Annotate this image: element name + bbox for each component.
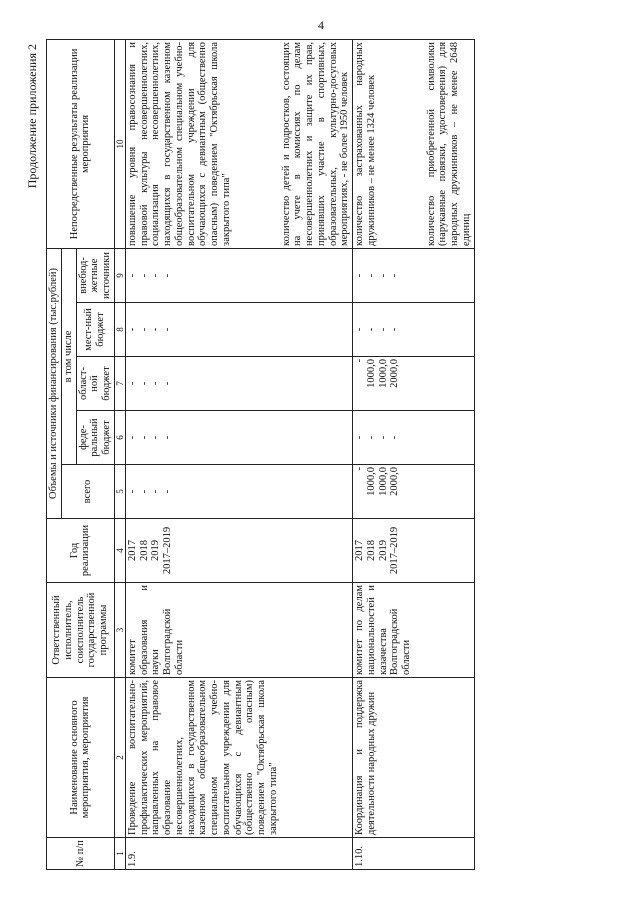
hdr-executor: Ответственный исполнитель, соисполнитель государственной программы bbox=[47, 583, 115, 678]
row-regional: - 1000,0 1000,0 2000,0 bbox=[353, 357, 475, 411]
row-executor: комитет образования и науки Волгоградской области bbox=[125, 583, 352, 678]
hdr-extra: внебюд-жетные источники bbox=[76, 248, 114, 302]
program-table bbox=[46, 39, 475, 870]
col-number: 6 bbox=[114, 411, 125, 465]
col-number: 1 bbox=[114, 838, 125, 870]
col-number: 8 bbox=[114, 303, 125, 357]
result-text: количество детей и подростков, состоящих на учете в комиссиях по делам несовершеннолетних и защите их прав, принявших участие в спортивных, образовательных, культурно-досуговых мероприятиях, - не более 1950 человек bbox=[280, 41, 351, 246]
row-name: Проведение воспитательно-профилактических мероприятий, направленных на правовое образование несовершеннолетних, находящихся в государственном казенном общеобразовательном специальном учебно-воспитательном учреждении для обучающихся с девиантным (общественно опасным) поведением "Октябрьская школа закрытого типа" bbox=[125, 678, 352, 838]
hdr-result: Непосредственные результаты реализации мероприятия bbox=[47, 39, 115, 248]
hdr-name: Наименование основного мероприятия, мероприятия bbox=[47, 678, 115, 838]
row-years: 2017 2018 2019 2017–2019 bbox=[353, 519, 475, 583]
col-number: 9 bbox=[114, 248, 125, 302]
row-local: - - - - bbox=[353, 303, 475, 357]
table-row bbox=[353, 39, 475, 869]
col-number: 4 bbox=[114, 519, 125, 583]
result-text: количество застрахованных народных дружинников – не менее 1324 человек bbox=[354, 41, 377, 246]
rotated-sheet bbox=[20, 40, 620, 870]
row-federal: - - - - bbox=[353, 411, 475, 465]
row-result bbox=[353, 39, 475, 248]
page-number: 4 bbox=[318, 18, 324, 32]
row-extra: - - - - bbox=[125, 248, 352, 302]
hdr-incl: в том числе bbox=[61, 248, 76, 464]
hdr-federal: феде-ральный бюджет bbox=[76, 411, 114, 465]
row-num: 1.10. bbox=[353, 838, 475, 870]
row-name: Координация и поддержка деятельности народных дружин bbox=[353, 678, 475, 838]
row-result bbox=[125, 39, 352, 248]
row-regional: - - - - bbox=[125, 357, 352, 411]
col-number: 5 bbox=[114, 465, 125, 519]
row-local: - - - - bbox=[125, 303, 352, 357]
row-executor: комитет по делам национальностей и казачества Волгоградской области bbox=[353, 583, 475, 678]
hdr-year: Год реализации bbox=[47, 519, 115, 583]
row-federal: - - - - bbox=[125, 411, 352, 465]
hdr-local: мест-ный бюджет bbox=[76, 303, 114, 357]
col-number: 2 bbox=[114, 678, 125, 838]
hdr-total: всего bbox=[61, 465, 114, 519]
row-extra: - - - - bbox=[353, 248, 475, 302]
row-total: - - - - bbox=[125, 465, 352, 519]
row-years: 2017 2018 2019 2017–2019 bbox=[125, 519, 352, 583]
col-number: 10 bbox=[114, 39, 125, 248]
hdr-regional: област-ной бюджет bbox=[76, 357, 114, 411]
col-number: 7 bbox=[114, 357, 125, 411]
column-number-row bbox=[114, 39, 125, 869]
table-row bbox=[125, 39, 352, 869]
result-text: повышение уровня правосознания и правовой культуры несовершеннолетних, социализация несовершеннолетних, находящихся в государственном казенном общеобразовательном специальном учебно-воспитательном учреждении для обучающихся с девиантным (общественно опасным) поведением "Октябрьская школа закрытого типа" bbox=[126, 41, 232, 246]
hdr-funding: Объемы и источники финансирования (тыс.рублей) bbox=[47, 248, 62, 518]
row-num: 1.9. bbox=[125, 838, 352, 870]
continuation-label: Продолжение приложения 2 bbox=[25, 44, 39, 189]
col-number: 3 bbox=[114, 583, 125, 678]
row-total: - 1000,0 1000,0 2000,0 bbox=[353, 465, 475, 519]
hdr-num: № п/п bbox=[47, 838, 115, 870]
result-text: количество приобретенной символики (нарукавные повязки, удостоверения) для народных дружинников – не менее 2648 единиц bbox=[425, 41, 472, 246]
